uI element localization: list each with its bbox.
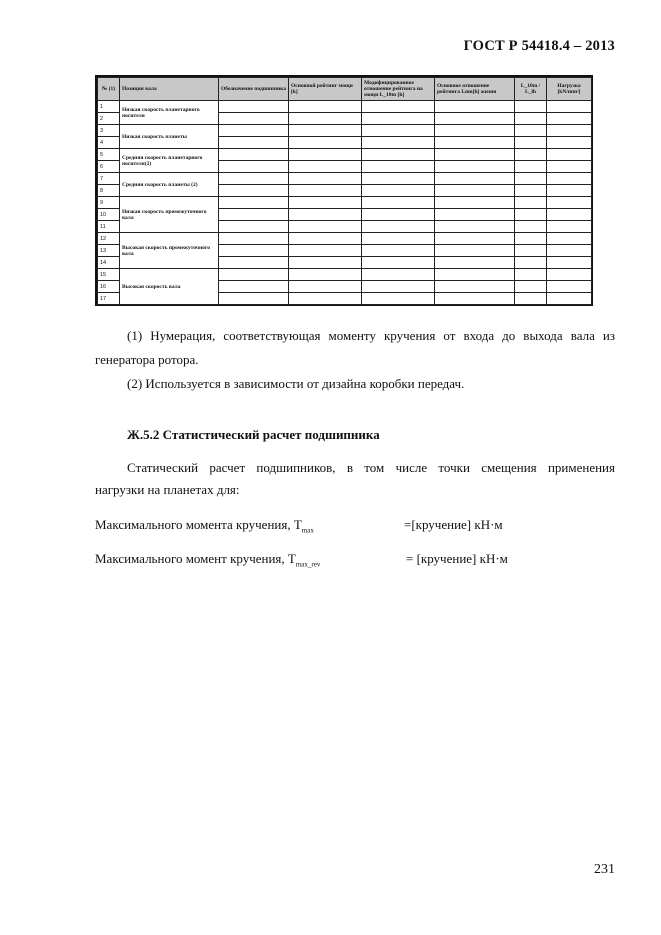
row-number: 9 bbox=[98, 197, 120, 209]
row-number: 13 bbox=[98, 245, 120, 257]
table-row bbox=[98, 101, 592, 113]
shaft-position: Высокая скорость промежуточного вала bbox=[120, 233, 219, 269]
table-row bbox=[98, 197, 592, 209]
row-number: 3 bbox=[98, 125, 120, 137]
table-row bbox=[98, 173, 592, 185]
footnote-2: (2) Используется в зависимости от дизайна коробки передач. bbox=[127, 376, 465, 391]
bearing-table bbox=[95, 75, 593, 306]
page-number: 231 bbox=[594, 862, 615, 877]
col-header: Основной рейтинг мощи [k] bbox=[289, 78, 362, 101]
row-number: 2 bbox=[98, 113, 120, 125]
row-number: 12 bbox=[98, 233, 120, 245]
shaft-position: Средняя скорость планетарного носителя(2) bbox=[120, 149, 219, 173]
table-row bbox=[98, 125, 592, 137]
shaft-position: Низкая скорость планетарного носителя bbox=[120, 101, 219, 125]
row-number: 16 bbox=[98, 281, 120, 293]
col-header: № (1) bbox=[98, 78, 120, 101]
footnote-1: (1) Нумерация, соответствующая моменту кручения от входа до выхода вала из bbox=[127, 328, 615, 343]
table-header-row bbox=[98, 78, 592, 101]
col-header: L_10m / L_lh bbox=[515, 78, 547, 101]
document-code: ГОСТ Р 54418.4 – 2013 bbox=[463, 38, 615, 54]
col-header: Обозначение подшипника bbox=[219, 78, 289, 101]
body-paragraph-line: нагрузки на планетах для: bbox=[95, 482, 240, 497]
col-header: Позиция вала bbox=[120, 78, 219, 101]
section-title: Ж.5.2 Статистический расчет подшипника bbox=[127, 427, 380, 442]
formula-value: =[кручение] кН·м bbox=[404, 517, 503, 532]
shaft-position: Высокая скорость вала bbox=[120, 269, 219, 305]
table-row bbox=[98, 149, 592, 161]
row-number: 15 bbox=[98, 269, 120, 281]
footnote-1-continuation: генератора ротора. bbox=[95, 352, 199, 367]
row-number: 17 bbox=[98, 293, 120, 305]
formula-label: Максимального момента кручения, $T_{max}$ bbox=[95, 517, 314, 535]
row-number: 8 bbox=[98, 185, 120, 197]
shaft-position: Низкая скорость планеты bbox=[120, 125, 219, 149]
col-header: Модифицированное отношение рейтинга на мощи L_10m [h] bbox=[362, 78, 435, 101]
row-number: 5 bbox=[98, 149, 120, 161]
col-header: Нагрузка [kN/mm²] bbox=[547, 78, 592, 101]
table-row bbox=[98, 269, 592, 281]
table-row bbox=[98, 233, 592, 245]
row-number: 11 bbox=[98, 221, 120, 233]
shaft-position: Средняя скорость планеты (2) bbox=[120, 173, 219, 197]
row-number: 6 bbox=[98, 161, 120, 173]
formula-value: = [кручение] кН·м bbox=[406, 551, 508, 566]
row-number: 10 bbox=[98, 209, 120, 221]
shaft-position: Низкая скорость промежуточного вала bbox=[120, 197, 219, 233]
body-paragraph-line: Статический расчет подшипников, в том числе точки смещения применения bbox=[127, 460, 615, 475]
formula-subscript: max bbox=[301, 526, 314, 535]
row-number: 4 bbox=[98, 137, 120, 149]
formula-subscript: max_rev bbox=[295, 560, 321, 569]
row-number: 7 bbox=[98, 173, 120, 185]
row-number: 1 bbox=[98, 101, 120, 113]
formula-label: Максимального момент кручения, $T_{max\_rev}$ bbox=[95, 551, 321, 569]
row-number: 14 bbox=[98, 257, 120, 269]
col-header: Основное отношение рейтинга Lnm[h] жизни bbox=[435, 78, 515, 101]
